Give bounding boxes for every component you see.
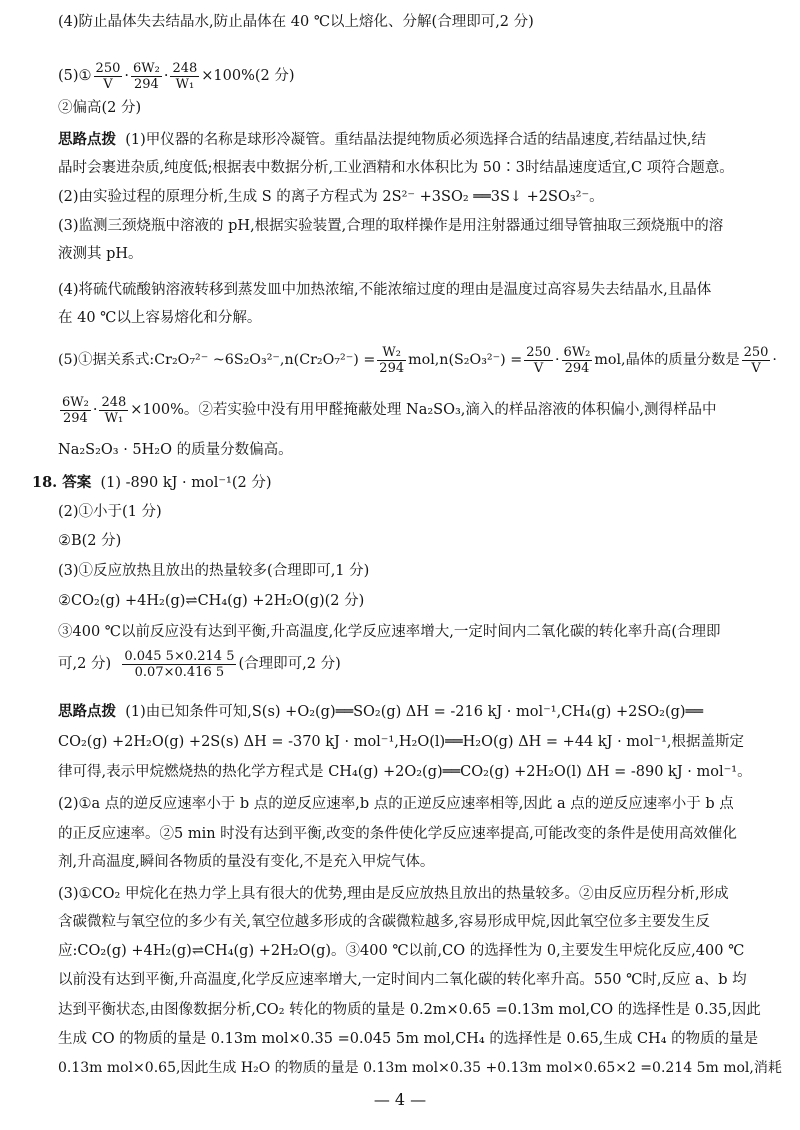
hint-17-1: 思路点拨 (1)甲仪器的名称是球形冷凝管。重结晶法提纯物质必须选择合适的结晶速度,若结晶过快,结 xyxy=(58,131,706,148)
hint-17-3: (3)监测三颈烧瓶中溶液的 pH,根据实验装置,合理的取样操作是用注射器通过细导管抽取三颈烧瓶中的溶 xyxy=(58,218,724,234)
hint-18-12: 生成 CO 的物质的量是 0.13m mol×0.35 =0.045 5m mol,CH₄ 的选择性是 0.65,生成 CH₄ 的物质的量是 xyxy=(58,1031,759,1047)
fraction-248-w1: $\frac{248}{\text{W₁}}$ xyxy=(101,394,127,426)
hint-18-9: 应:CO₂(g) +4H₂(g)⇌CH₄(g) +2H₂O(g)。③400 ℃以前,CO 的选择性为 0,主要发生甲烷化反应,400 ℃ xyxy=(58,943,745,959)
hint-18-4: (2)①a 点的逆反应速率小于 b 点的逆反应速率,b 点的正逆反应速率相等,因此 a 点的逆反应速率小于 b 点 xyxy=(58,796,734,812)
answer-18-header: 18. 答案 (1) -890 kJ · mol⁻¹(2 分) xyxy=(32,474,272,491)
hint-label: 思路点拨 xyxy=(58,703,116,720)
hint-18-5: 的正反应速率。②5 min 时没有达到平衡,改变的条件使化学反应速率提高,可能改变的条件是使用高效催化 xyxy=(58,826,737,842)
hint-17-7: Na₂S₂O₃ · 5H₂O 的质量分数偏高。 xyxy=(58,442,293,458)
hint-18-8: 含碳微粒与氧空位的多少有关,氧空位越多形成的含碳微粒越多,容易形成甲烷,因此氧空位多主要发生反 xyxy=(58,914,710,930)
fraction-248-w1: $\frac{248}{\text{W₁}}$ xyxy=(172,60,198,92)
hint-17-6: $\frac{\text{6W₂}}{294}$ · $\frac{248}{\text{W₁}}$ ×100%。②若实验中没有用甲醛掩蔽处理 Na₂SO₃,滴入的样品溶液的体积偏小,测得样品中 xyxy=(62,394,717,426)
fraction-250-v: $\frac{250}{V}$ xyxy=(743,344,769,376)
fraction-w2-294: $\frac{\text{W₂}}{294}$ xyxy=(379,344,405,376)
hint-18-6: 剂,升高温度,瞬间各物质的量没有变化,不是充入甲烷气体。 xyxy=(58,854,435,870)
fraction-6w2-294: $\frac{\text{6W₂}}{294}$ xyxy=(62,394,89,426)
answer-18-3-1: (3)①反应放热且放出的热量较多(合理即可,1 分) xyxy=(58,563,370,579)
fraction-250-v: $\frac{250}{V}$ xyxy=(526,344,552,376)
answer-17-5b: ②偏高(2 分) xyxy=(58,100,142,116)
hint-18-10: 以前没有达到平衡,升高温度,化学反应速率增大,一定时间内二氧化碳的转化率升高。550 ℃时,反应 a、b 均 xyxy=(58,972,747,988)
hint-17-5: (5)①据关系式:Cr₂O₇²⁻ ~6S₂O₃²⁻,n(Cr₂O₇²⁻) = $\frac{\text{W₂}}{294}$ mol,n(S₂O₃²⁻) = $\frac{250}{V}$ · $\frac{\text{6W₂}}{294}$ mol,晶体的质量分数是 $\frac{250}{V}$ · xyxy=(58,344,777,376)
hint-label: 思路点拨 xyxy=(58,131,116,148)
fraction-6w2-294: $\frac{\text{6W₂}}{294}$ xyxy=(132,60,160,92)
question-number: 18. 答案 xyxy=(32,474,92,491)
hint-18-11: 达到平衡状态,由图像数据分析,CO₂ 转化的物质的量是 0.2m×0.65 =0.13m mol,CO 的选择性是 0.35,因此 xyxy=(58,1002,761,1018)
fraction-250-v: $\frac{250}{V}$ xyxy=(95,60,121,92)
answer-18-3-4: 可,2 分) $\frac{0.045 5\times 0.214 5}{0.07\times 0.416 5}$ (合理即可,2 分) xyxy=(58,648,341,680)
fraction-selectivity: $\frac{0.045 5\times 0.214 5}{0.07\times 0.416 5}$ xyxy=(124,648,235,680)
answer-suffix: ×100%(2 分) xyxy=(201,68,295,84)
hint-17-1b: 晶时会裹进杂质,纯度低;根据表中数据分析,工业酒精和水体积比为 50∶3时结晶速度适宜,C 项符合题意。 xyxy=(58,160,734,176)
hint-17-4: (4)将硫代硫酸钠溶液转移到蒸发皿中加热浓缩,不能浓缩过度的理由是温度过高容易失去结晶水,且晶体 xyxy=(58,282,712,298)
hint-18-1: 思路点拨 (1)由已知条件可知,S(s) +O₂(g)══SO₂(g) ΔH = -216 kJ · mol⁻¹,CH₄(g) +2SO₂(g)══ xyxy=(58,703,704,720)
hint-18-2: CO₂(g) +2H₂O(g) +2S(s) ΔH = -370 kJ · mol⁻¹,H₂O(l)══H₂O(g) ΔH = +44 kJ · mol⁻¹,根据盖斯定 xyxy=(58,734,745,750)
answer-17-4: (4)防止晶体失去结晶水,防止晶体在 40 ℃以上熔化、分解(合理即可,2 分) xyxy=(58,14,534,30)
page-number: — 4 — xyxy=(373,1090,427,1109)
hint-18-7: (3)①CO₂ 甲烷化在热力学上具有很大的优势,理由是反应放热且放出的热量较多。②由反应历程分析,形成 xyxy=(58,886,729,902)
answer-prefix: (5)① xyxy=(58,68,92,84)
answer-18-3-3: ③400 ℃以前反应没有达到平衡,升高温度,化学反应速率增大,一定时间内二氧化碳的转化率升高(合理即 xyxy=(58,624,721,640)
hint-17-3b: 液测其 pH。 xyxy=(58,246,143,262)
fraction-6w2-294: $\frac{\text{6W₂}}{294}$ xyxy=(563,344,591,376)
answer-18-2-1: (2)①小于(1 分) xyxy=(58,504,162,520)
hint-17-4b: 在 40 ℃以上容易熔化和分解。 xyxy=(58,310,262,326)
hint-18-13: 0.13m mol×0.65,因此生成 H₂O 的物质的量是 0.13m mol×0.35 +0.13m mol×0.65×2 =0.214 5m mol,消耗 xyxy=(58,1060,782,1076)
answer-17-5-formula: (5)① $\frac{250}{V}$ · $\frac{\text{6W₂}}{294}$ · $\frac{248}{\text{W₁}}$ ×100%(2 分) xyxy=(58,60,295,92)
answer-18-2-2: ②B(2 分) xyxy=(58,533,122,549)
answer-18-3-2: ②CO₂(g) +4H₂(g)⇌CH₄(g) +2H₂O(g)(2 分) xyxy=(58,593,365,609)
hint-17-2: (2)由实验过程的原理分析,生成 S 的离子方程式为 2S²⁻ +3SO₂ ══3S↓ +2SO₃²⁻。 xyxy=(58,189,604,205)
hint-18-3: 律可得,表示甲烷燃烧热的热化学方程式是 CH₄(g) +2O₂(g)══CO₂(g) +2H₂O(l) ΔH = -890 kJ · mol⁻¹。 xyxy=(58,764,752,780)
